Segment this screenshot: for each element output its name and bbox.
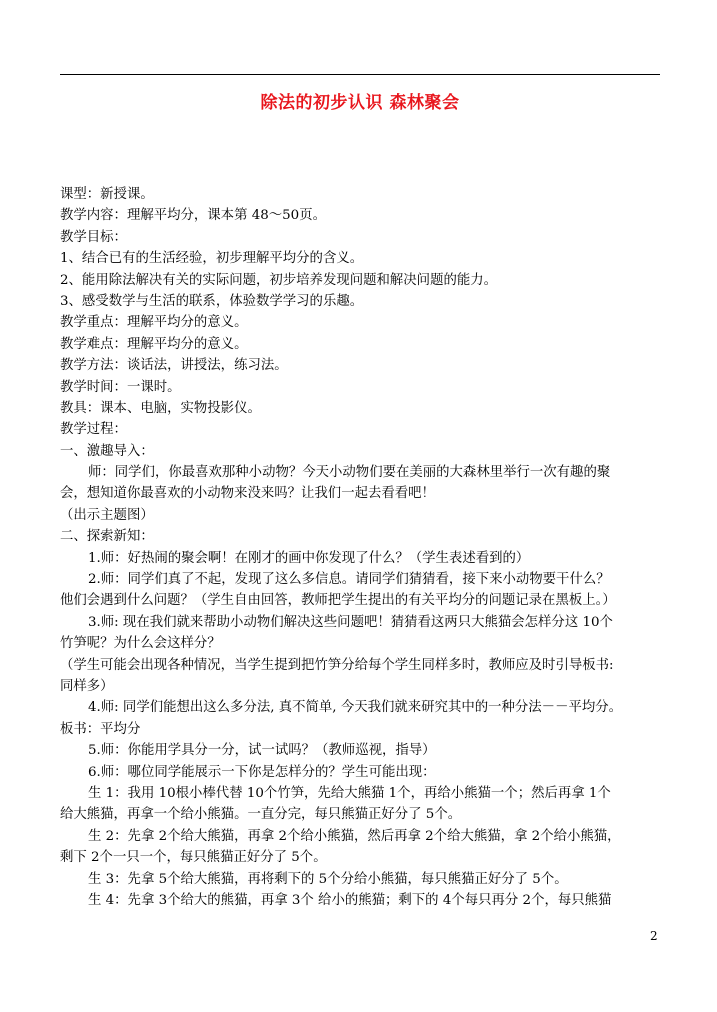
text-line: 剩下 2个一只一个，每只熊猫正好分了 5个。 — [60, 850, 327, 866]
text-line: 生 3：先拿 5个给大熊猫，再将剩下的 5个分给小熊猫，每只熊猫正好分了 5个。 — [88, 871, 568, 887]
text-line: 2.师：同学们真了不起，发现了这么多信息。请同学们猜猜看，接下来小动物要干什么？ — [88, 572, 610, 588]
text-line: 1.师：好热闹的聚会啊！在刚才的画中你发现了什么？（学生表述看到的） — [88, 550, 530, 566]
document-body — [60, 184, 660, 911]
text-line: 生 1：我用 10根小棒代替 10个竹笋，先给大熊猫 1个，再给小熊猫一个；然后再拿 1个 — [88, 785, 611, 801]
text-line: （学生可能会出现各种情况，当学生提到把竹笋分给每个学生同样多时，教师应及时引导板书: — [60, 657, 614, 673]
text-line: 3、感受数学与生活的联系，体验数学学习的乐趣。 — [60, 293, 364, 309]
text-line: （出示主题图） — [60, 507, 154, 523]
text-line: 生 4：先拿 3个给大的熊猫，再拿 3个 给小的熊猫；剩下的 4个每只再分 2个，每只熊猫 — [88, 892, 612, 908]
text-line: 给大熊猫，再拿一个给小熊猫。一直分完，每只熊猫正好分了 5个。 — [60, 807, 462, 823]
text-line: 生 2：先拿 2个给大熊猫，再拿 2个给小熊猫，然后再拿 2个给大熊猫，拿 2个给小熊猫， — [88, 828, 621, 844]
text-line: 他们会遇到什么问题？（学生自由回答，教师把学生提出的有关平均分的问题记录在黑板上。） — [60, 593, 616, 609]
text-line: 板书：平均分 — [60, 721, 141, 737]
text-line: 教学内容：理解平均分，课本第 48～50页。 — [60, 208, 326, 224]
text-line: 教学过程： — [60, 422, 127, 438]
header-rule — [60, 74, 660, 75]
text-line: 一、激趣导入： — [60, 443, 154, 459]
text-line: 竹笋呢？为什么会这样分？ — [60, 636, 221, 652]
text-line: 二、探索新知： — [60, 529, 154, 545]
text-line: 6.师：哪位同学能展示一下你是怎样分的？学生可能出现： — [88, 764, 436, 780]
text-line: 3.师: 现在我们就来帮助小动物们解决这些问题吧！猜猜看这两只大熊猫会怎样分这 10个 — [88, 614, 613, 630]
text-line: 教学方法：谈话法，讲授法，练习法。 — [60, 358, 288, 374]
page-number: 2 — [650, 929, 658, 943]
text-line: 4.师: 同学们能想出这么多分法, 真不简单, 今天我们就来研究其中的一种分法－－平均分。 — [88, 700, 623, 716]
text-line: 1、结合已有的生活经验，初步理解平均分的含义。 — [60, 251, 364, 267]
text-line: 教学时间：一课时。 — [60, 379, 181, 395]
text-line: 课型：新授课。 — [60, 187, 154, 202]
document-title: 除法的初步认识 森林聚会 — [260, 93, 460, 113]
text-line: 师：同学们，你最喜欢那种小动物？今天小动物们要在美丽的大森林里举行一次有趣的聚 — [88, 465, 611, 481]
text-line: 教学难点：理解平均分的意义。 — [60, 336, 248, 352]
text-line: 教学重点：理解平均分的意义。 — [60, 315, 248, 331]
text-line: 会，想知道你最喜欢的小动物来没来吗？让我们一起去看看吧！ — [60, 486, 435, 502]
text-line: 教具：课本、电脑，实物投影仪。 — [60, 400, 261, 416]
text-line: 教学目标： — [60, 229, 127, 245]
text-line: 5.师：你能用学具分一分，试一试吗？（教师巡视，指导） — [88, 743, 436, 759]
text-line: 同样多） — [60, 678, 114, 694]
text-line: 2、能用除法解决有关的实际问题，初步培养发现问题和解决问题的能力。 — [60, 272, 498, 288]
